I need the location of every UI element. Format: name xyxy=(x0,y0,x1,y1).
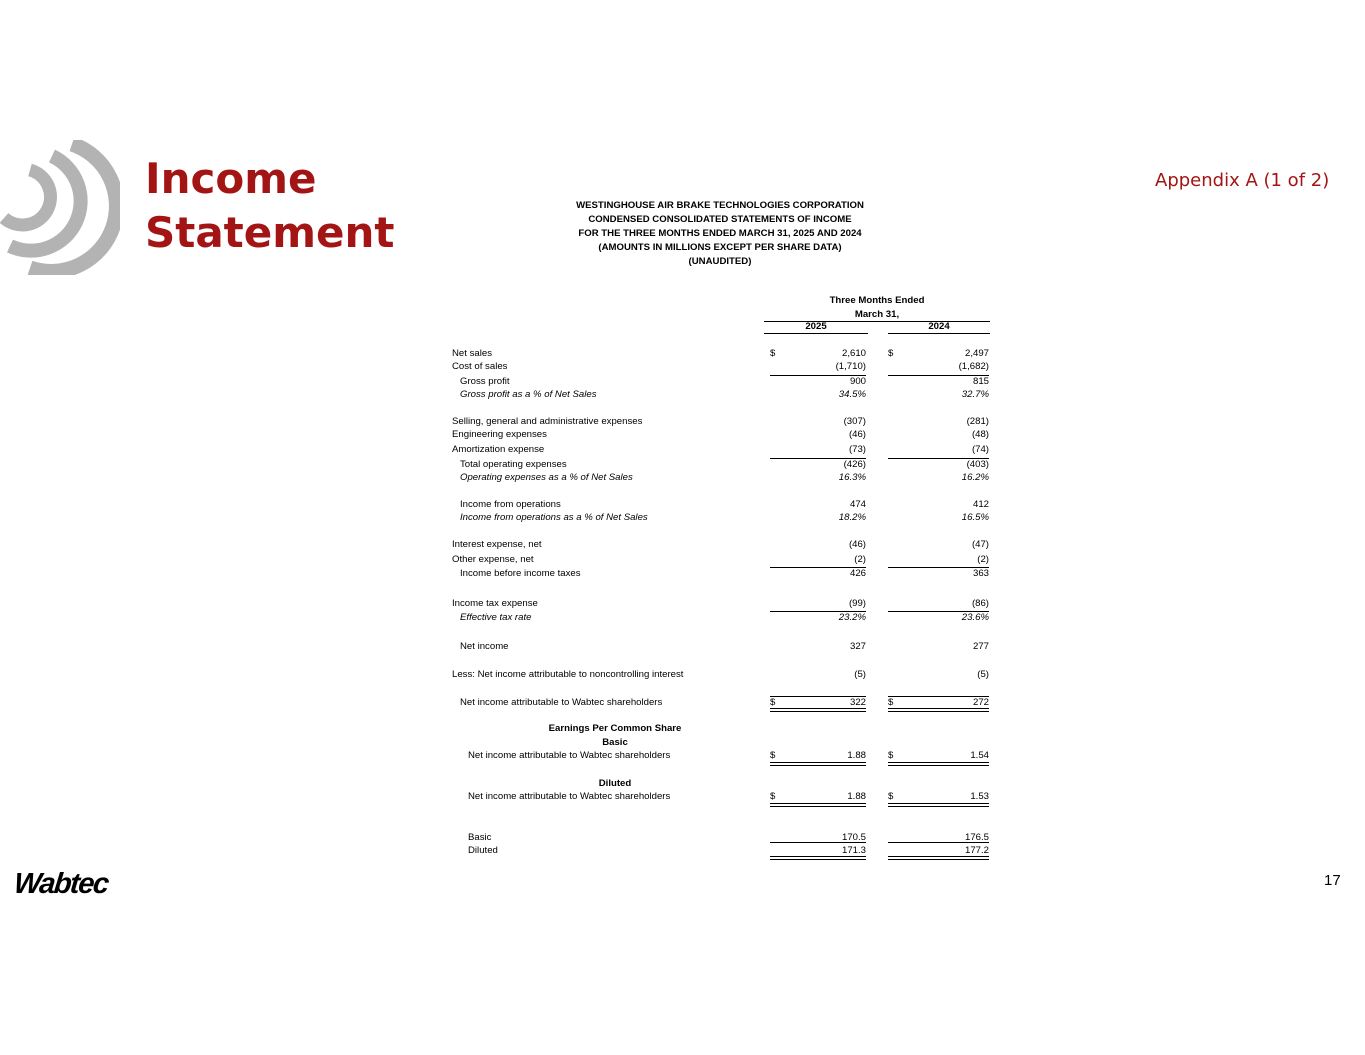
table-row xyxy=(0,641,1365,653)
value-2024: 16.5% xyxy=(961,512,989,523)
value-2025: 474 xyxy=(849,499,866,510)
table-row xyxy=(0,416,1365,428)
row-label: Cost of sales xyxy=(452,361,508,372)
value-2024: (1,682) xyxy=(958,361,989,372)
value-2025: (426) xyxy=(843,459,866,470)
row-label: Effective tax rate xyxy=(460,612,532,623)
row-label: Selling, general and administrative expenses xyxy=(452,416,643,427)
header-line: (UNAUDITED) xyxy=(688,256,752,267)
double-rule xyxy=(888,762,989,766)
double-rule xyxy=(888,856,989,860)
row-label: Other expense, net xyxy=(452,554,534,565)
title-line-1: Income xyxy=(145,154,317,203)
value-2024: 177.2 xyxy=(964,845,989,856)
value-2025: (46) xyxy=(848,539,866,550)
value-2025: 900 xyxy=(849,376,866,387)
swirl-logo-icon xyxy=(0,140,120,275)
value-2025: (1,710) xyxy=(835,361,866,372)
table-row xyxy=(0,539,1365,551)
value-2024: (5) xyxy=(977,669,989,680)
period-header xyxy=(764,294,990,322)
value-2025: 2,610 xyxy=(841,348,866,359)
value-2024: 23.6% xyxy=(961,612,989,623)
statement-header xyxy=(420,199,1020,269)
row-label: Income from operations xyxy=(460,499,561,510)
value-2024: (86) xyxy=(971,598,989,609)
value-2024: 32.7% xyxy=(961,389,989,400)
double-rule xyxy=(770,708,866,712)
page-number: 17 xyxy=(1324,872,1341,889)
period-line-2: March 31, xyxy=(764,308,990,323)
double-rule xyxy=(770,803,866,807)
value-2024: 815 xyxy=(972,376,989,387)
table-row xyxy=(0,499,1365,511)
value-2025: 16.3% xyxy=(838,472,866,483)
value-2025: 327 xyxy=(849,641,866,652)
table-row xyxy=(0,554,1365,566)
section-heading: Earnings Per Common Share xyxy=(548,723,682,734)
double-rule xyxy=(770,856,866,860)
table-row xyxy=(0,750,1365,762)
table-row xyxy=(0,361,1365,373)
row-label: Total operating expenses xyxy=(460,459,567,470)
value-2024: (47) xyxy=(971,539,989,550)
table-row xyxy=(0,459,1365,471)
row-label: Net income attributable to Wabtec shareholders xyxy=(460,697,663,708)
value-2025: 1.88 xyxy=(847,750,866,761)
header-line: CONDENSED CONSOLIDATED STATEMENTS OF INCOME xyxy=(588,214,852,225)
value-2024: (403) xyxy=(966,459,989,470)
value-2025: 18.2% xyxy=(838,512,866,523)
row-label: Less: Net income attributable to noncontrolling interest xyxy=(452,669,684,680)
row-label: Gross profit as a % of Net Sales xyxy=(460,389,597,400)
value-2025: 170.5 xyxy=(841,832,866,843)
table-row xyxy=(0,512,1365,524)
table-row xyxy=(0,389,1365,401)
section-heading: Diluted xyxy=(598,778,632,789)
value-2025: 1.88 xyxy=(847,791,866,802)
value-2024: 16.2% xyxy=(961,472,989,483)
page-title xyxy=(145,152,394,260)
currency-symbol: $ xyxy=(770,750,776,761)
row-label: Net sales xyxy=(452,348,492,359)
row-label: Gross profit xyxy=(460,376,510,387)
currency-symbol: $ xyxy=(888,697,894,708)
table-row xyxy=(0,832,1365,844)
value-2024: 1.53 xyxy=(970,791,989,802)
value-2025: (307) xyxy=(843,416,866,427)
currency-symbol: $ xyxy=(770,697,776,708)
value-2025: (2) xyxy=(854,554,866,565)
header-line: FOR THE THREE MONTHS ENDED MARCH 31, 2025 AND 2024 xyxy=(578,228,862,239)
double-rule xyxy=(888,803,989,807)
currency-symbol: $ xyxy=(770,348,776,359)
row-label: Net income xyxy=(460,641,509,652)
value-2024: 1.54 xyxy=(970,750,989,761)
table-row xyxy=(0,568,1365,580)
wabtec-logo: Wabtec xyxy=(12,868,110,900)
currency-symbol: $ xyxy=(888,348,894,359)
value-2024: 363 xyxy=(972,568,989,579)
row-label: Net income attributable to Wabtec shareholders xyxy=(468,791,671,802)
row-label: Basic xyxy=(468,832,492,843)
row-label: Income from operations as a % of Net Sales xyxy=(460,512,648,523)
value-2025: (73) xyxy=(848,444,866,455)
value-2024: (74) xyxy=(971,444,989,455)
value-2024: 2,497 xyxy=(964,348,989,359)
value-2024: 176.5 xyxy=(964,832,989,843)
table-row xyxy=(0,669,1365,681)
value-2024: 277 xyxy=(972,641,989,652)
value-2024: 272 xyxy=(972,697,989,708)
value-2025: 171.3 xyxy=(841,845,866,856)
table-row xyxy=(0,348,1365,360)
table-row xyxy=(0,697,1365,709)
table-row xyxy=(0,845,1365,857)
section-heading: Basic xyxy=(602,737,628,748)
period-line-1: Three Months Ended xyxy=(829,295,925,306)
table-row xyxy=(0,376,1365,388)
table-row xyxy=(0,429,1365,441)
currency-symbol: $ xyxy=(770,791,776,802)
row-label: Interest expense, net xyxy=(452,539,542,550)
row-label: Engineering expenses xyxy=(452,429,547,440)
table-row xyxy=(0,791,1365,803)
double-rule xyxy=(770,762,866,766)
currency-symbol: $ xyxy=(888,750,894,761)
row-label: Amortization expense xyxy=(452,444,545,455)
row-label: Operating expenses as a % of Net Sales xyxy=(460,472,633,483)
value-2025: (46) xyxy=(848,429,866,440)
value-2025: 426 xyxy=(849,568,866,579)
value-2024: (48) xyxy=(971,429,989,440)
column-header-2025: 2025 xyxy=(764,321,868,334)
currency-symbol: $ xyxy=(888,791,894,802)
row-label: Diluted xyxy=(468,845,498,856)
table-row xyxy=(0,444,1365,456)
value-2025: 322 xyxy=(849,697,866,708)
table-row xyxy=(0,598,1365,610)
row-label: Net income attributable to Wabtec shareholders xyxy=(468,750,671,761)
row-label: Income tax expense xyxy=(452,598,538,609)
value-2024: (2) xyxy=(977,554,989,565)
value-2025: (99) xyxy=(848,598,866,609)
title-line-2: Statement xyxy=(145,208,395,257)
value-2024: (281) xyxy=(966,416,989,427)
value-2025: 23.2% xyxy=(838,612,866,623)
value-2025: (5) xyxy=(854,669,866,680)
double-rule xyxy=(888,708,989,712)
value-2025: 34.5% xyxy=(838,389,866,400)
table-row xyxy=(0,472,1365,484)
column-header-2024: 2024 xyxy=(888,321,990,334)
table-row xyxy=(0,612,1365,624)
header-line: (AMOUNTS IN MILLIONS EXCEPT PER SHARE DATA) xyxy=(598,242,842,253)
value-2024: 412 xyxy=(972,499,989,510)
row-label: Income before income taxes xyxy=(460,568,581,579)
appendix-label: Appendix A (1 of 2) xyxy=(1155,170,1330,191)
header-line: WESTINGHOUSE AIR BRAKE TECHNOLOGIES CORPORATION xyxy=(576,200,864,211)
